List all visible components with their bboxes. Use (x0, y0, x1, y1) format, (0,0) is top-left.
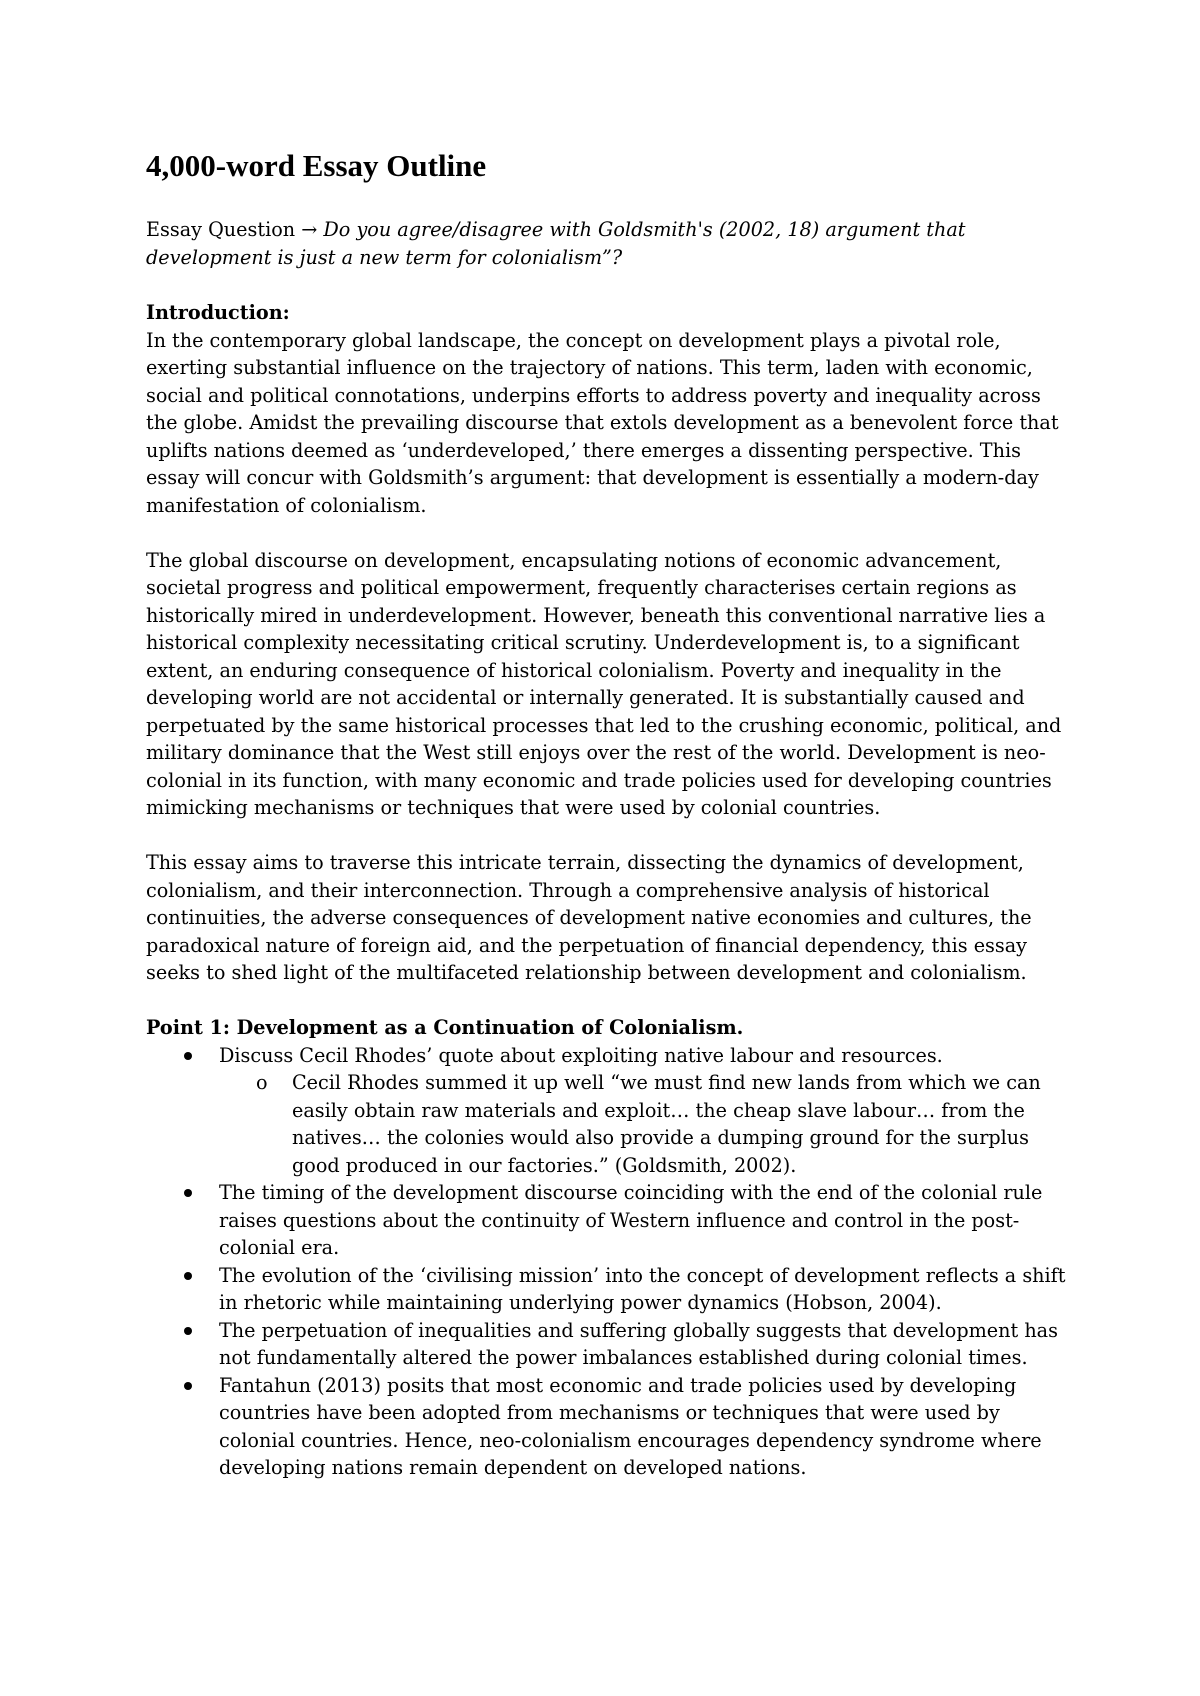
bullet-text: The timing of the development discourse coinciding with the end of the colonial rule raises questions about the continuity of Western influence and control in the post-colonial era. (219, 1181, 1043, 1259)
bullet-icon (184, 1327, 192, 1335)
bullet-text: Fantahun (2013) posits that most economic and trade policies used by developing countries have been adopted from mechanisms or techniques that were used by colonial countries. Hence, neo-colonialism encourages dependency syndrome where developing nations remain dependent on developed nations. (219, 1373, 1042, 1479)
introduction-heading: Introduction: (146, 301, 290, 324)
bullet-item (146, 1372, 1076, 1482)
document-body (146, 146, 1076, 1482)
bullet-text: Discuss Cecil Rhodes’ quote about exploiting native labour and resources. (219, 1043, 943, 1067)
bullet-item (146, 1262, 1076, 1317)
introduction-paragraph-2: The global discourse on development, encapsulating notions of economic advancement, societal progress and political empowerment, frequently characterises certain regions as historically mired in underdevelopment. However, beneath this conventional narrative lies a historical complexity necessitating critical scrutiny. Underdevelopment is, to a significant extent, an enduring consequence of historical colonialism. Poverty and inequality in the developing world are not accidental or internally generated. It is substantially caused and perpetuated by the same historical processes that led to the crushing economic, political, and military dominance that the West still enjoys over the rest of the world. Development is neo-colonial in its function, with many economic and trade policies used for developing countries mimicking mechanisms or techniques that were used by colonial countries. (146, 548, 1062, 819)
point-1-heading: Point 1: Development as a Continuation of Colonialism. (146, 1016, 744, 1039)
sub-bullet-list (219, 1069, 1076, 1179)
point-1-bullet-list (146, 1042, 1076, 1482)
essay-question (146, 216, 1076, 271)
bullet-icon (184, 1272, 192, 1280)
bullet-item (146, 1317, 1076, 1372)
bullet-item (146, 1179, 1076, 1262)
sub-bullet-text: Cecil Rhodes summed it up well “we must find new lands from which we can easily obtain raw materials and exploit… the cheap slave labour… from the natives… the colonies would also provide a dumping ground for the surplus good produced in our factories.” (Goldsmith, 2002). (292, 1071, 1041, 1177)
bullet-icon (184, 1382, 192, 1390)
essay-question-label: Essay Question → (146, 218, 324, 241)
bullet-icon (184, 1189, 192, 1197)
essay-question-text: Do you agree/disagree with Goldsmith's (2002, 18) argument that development is just a new term for colonialism”? (146, 218, 966, 269)
introduction-paragraph-3: This essay aims to traverse this intricate terrain, dissecting the dynamics of development, colonialism, and their interconnection. Through a comprehensive analysis of historical continuities, the adverse consequences of development native economies and cultures, the paradoxical nature of foreign aid, and the perpetuation of financial dependency, this essay seeks to shed light of the multifaceted relationship between development and colonialism. (146, 851, 1032, 984)
document-title: 4,000-word Essay Outline (146, 148, 487, 183)
bullet-text: The evolution of the ‘civilising mission’ into the concept of development reflects a shift in rhetoric while maintaining underlying power dynamics (Hobson, 2004). (219, 1263, 1066, 1314)
sub-bullet-item (219, 1069, 1076, 1179)
bullet-icon (184, 1052, 192, 1060)
bullet-item (146, 1042, 1076, 1180)
hollow-bullet-icon: o (256, 1071, 268, 1094)
introduction-paragraph-1: In the contemporary global landscape, the concept on development plays a pivotal role, exerting substantial influence on the trajectory of nations. This term, laden with economic, social and political connotations, underpins efforts to address poverty and inequality across the globe. Amidst the prevailing discourse that extols development as a benevolent force that uplifts nations deemed as ‘underdeveloped,’ there emerges a dissenting perspective. This essay will concur with Goldsmith’s argument: that development is essentially a modern-day manifestation of colonialism. (146, 328, 1059, 517)
bullet-text: The perpetuation of inequalities and suffering globally suggests that development has not fundamentally altered the power imbalances established during colonial times. (219, 1318, 1058, 1369)
